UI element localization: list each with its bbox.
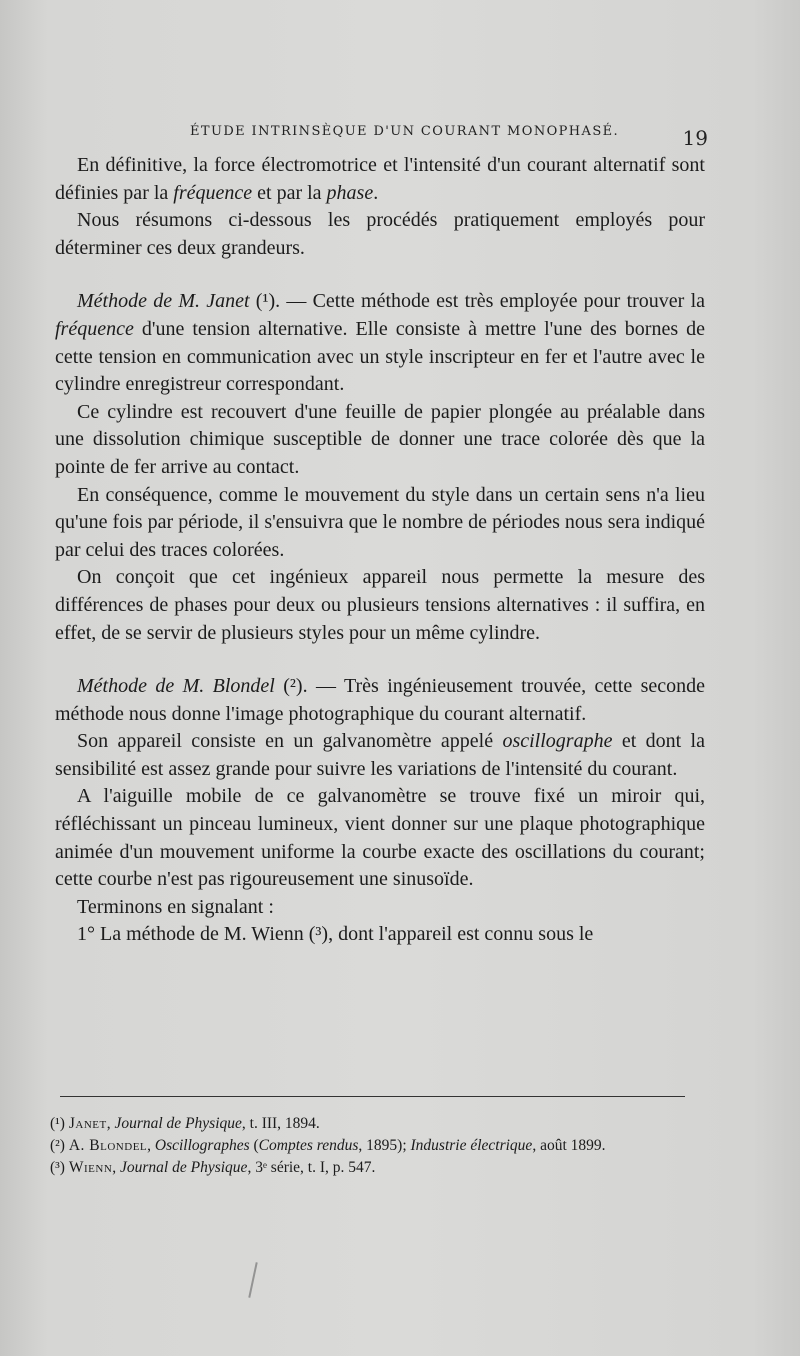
term-oscillographe: oscillographe [502, 730, 613, 753]
paragraph-consequence: En conséquence, comme le mouvement du style dans un certain sens n'a lieu qu'une fois par période, il s'ensuivra que le nombre de périodes nous sera indiqué par celui des traces colorées. [55, 483, 705, 561]
term-frequence: fréquence [173, 181, 253, 204]
footnote-rule [60, 1096, 685, 1097]
page-number: 19 [682, 126, 708, 150]
paragraph-blondel-method: Méthode de M. Blondel (²). — Très ingénieusement trouvée, cette seconde méthode nous donne l'image photographique du courant alternatif. [55, 675, 706, 725]
term-phase: phase [326, 181, 374, 204]
paragraph-wienn: 1° La méthode de M. Wienn (³), dont l'appareil est connu sous le [77, 923, 594, 946]
paragraph-summary: Nous résumons ci-dessous les procédés pratiquement employés pour déterminer ces deux grandeurs. [55, 209, 705, 259]
paragraph-phases: On conçoit que cet ingénieux appareil nous permette la mesure des différences de phases pour deux ou plusieurs tensions alternatives : il suffira, en effet, de se servir de plusieurs styles pour un même cylindre. [55, 566, 705, 644]
running-head: ÉTUDE INTRINSÈQUE D'UN COURANT MONOPHASÉ. [190, 124, 620, 139]
paragraph-definition: En définitive, la force électromotrice et l'intensité d'un courant alternatif sont définies par la fréquence et par la phase. [55, 154, 705, 204]
body-text [55, 152, 705, 949]
footnote-1: (¹) Janet, Journal de Physique, t. III, 1894. [50, 1115, 320, 1132]
paragraph-janet-method: Méthode de M. Janet (¹). — Cette méthode est très employée pour trouver la fréquence d'une tension alternative. Elle consiste à mettre l'une des bornes de cette tension en communication avec un style inscripteur en fer et l'autre avec le cylindre enregistreur correspondant. [55, 290, 706, 396]
footnote-3: (³) Wienn, Journal de Physique, 3ᵉ série, t. I, p. 547. [50, 1159, 376, 1176]
paragraph-mirror: A l'aiguille mobile de ce galvanomètre se trouve fixé un miroir qui, réfléchissant un pinceau lumineux, vient donner sur une plaque photographique animée d'un mouvement uniforme la courbe exacte des oscillations du courant; cette courbe n'est pas rigoureusement une sinusoïde. [55, 785, 705, 891]
footnote-2: (²) A. Blondel, Oscillographes (Comptes rendus, 1895); Industrie électrique, août 1899. [50, 1137, 606, 1154]
paragraph-cylinder: Ce cylindre est recouvert d'une feuille de papier plongée au préalable dans une dissolution chimique susceptible de donner une trace colorée dès que la pointe de fer arrive au contact. [55, 400, 705, 478]
term-frequence-2: fréquence [55, 317, 134, 340]
paragraph-closing: Terminons en signalant : [77, 895, 274, 918]
section-title-blondel: Méthode de M. Blondel [77, 675, 275, 698]
section-title-janet: Méthode de M. Janet [77, 290, 250, 313]
paragraph-oscillographe: Son appareil consiste en un galvanomètre appelé oscillographe et dont la sensibilité est assez grande pour suivre les variations de l'intensité du courant. [55, 730, 705, 780]
footnotes [50, 1113, 700, 1179]
stray-pencil-mark [248, 1262, 257, 1298]
